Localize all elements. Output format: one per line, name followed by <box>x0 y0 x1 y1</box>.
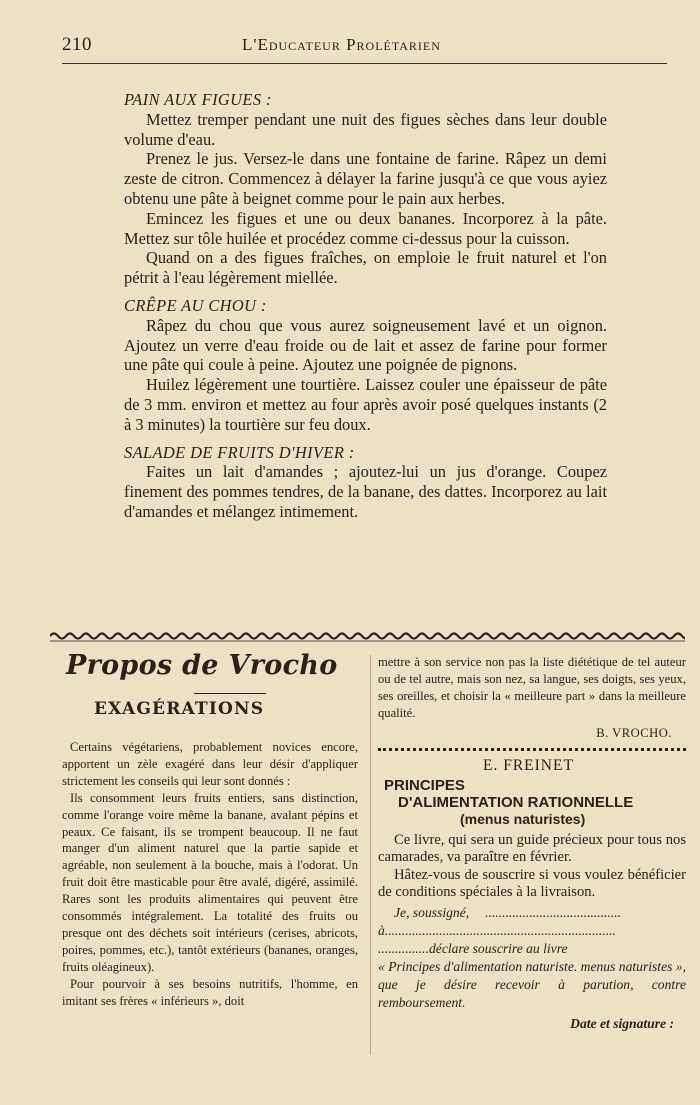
dotted-separator <box>378 748 686 751</box>
form-name-label: Je, soussigné, <box>394 905 470 920</box>
recipe-title: CRÊPE AU CHOU : <box>124 295 267 315</box>
recipe-paragraph: Râpez du chou que vous aurez soigneusement lavé et un oignon. Ajoutez un verre d'eau froide ou de lait et assez de farine pour former une pâte qui coule à peine. Ajoutez une poignée de pignons. <box>124 315 607 375</box>
recipe-paragraph: Huilez légèrement une tourtière. Laissez couler une épaisseur de pâte de 3 mm. environ et mettez au four après avoir posé quelques instants (2 à 3 minutes) la tourtière sur feu doux. <box>124 375 607 434</box>
journal-title: L'Educateur Prolétarien <box>242 35 441 54</box>
place-blank: .................................................................... <box>384 923 616 938</box>
recipe-paragraph: Faites un lait d'amandes ; ajoutez-lui un jus d'orange. Coupez finement des pommes tendres, de la banane, des dattes. Incorporez au lait d'amandes et mélangez intimement. <box>124 462 607 521</box>
book-subtitle: (menus naturistes) <box>460 810 586 827</box>
recipes-section <box>124 90 607 522</box>
date-blank: ............... <box>378 941 429 956</box>
article-title: EXAGÉRATIONS <box>94 699 265 719</box>
recipe-paragraph: Emincez les figues et une ou deux bananes. Incorporez à la pâte. Mettez sur tôle huilée et procédez comme ci-dessus pour la cuisson. <box>124 208 607 248</box>
date-signature-label: Date et signature : <box>570 1016 674 1031</box>
page-number: 210 <box>62 34 92 55</box>
form-place-label: à <box>378 923 385 938</box>
announcement-paragraph: Ce livre, qui sera un guide précieux pour tous nos camarades, va paraître en février. <box>378 831 686 866</box>
running-header <box>62 34 667 60</box>
subscription-form <box>378 904 686 1012</box>
recipe-paragraph: Prenez le jus. Versez-le dans une fontaine de farine. Râpez un demi zeste de citron. Commencez à délayer la farine jusqu'à ce que vous ayiez obtenu une pâte à beignet comme pour le pain aux herbes. <box>124 149 607 208</box>
form-line <box>378 904 686 922</box>
recipe-paragraph: Mettez tremper pendant une nuit des figues sèches dans leur double volume d'eau. <box>124 109 607 149</box>
book-title-line1: PRINCIPES <box>384 776 465 794</box>
form-line: « Principes d'alimentation naturiste. menus naturistes », que je désire recevoir à parution, contre remboursement. <box>378 959 686 1010</box>
article-paragraph: Pour pourvoir à ses besoins nutritifs, l'homme, en imitant ses frères « inférieurs », doit <box>62 976 358 1008</box>
right-column <box>378 654 686 1032</box>
article-signature: B. VROCHO. <box>596 725 672 740</box>
title-rule <box>194 693 266 694</box>
column-divider <box>370 655 371 1055</box>
name-blank: ........................................ <box>485 905 622 920</box>
book-author: E. FREINET <box>483 756 574 774</box>
header-rule <box>62 63 667 64</box>
article-continuation: mettre à son service non pas la liste diététique de tel auteur ou de tel autre, mais son nez, sa langue, ses doigts, ses yeux, ses oreilles, et choisir la « meilleure part » dans la meilleure qualité. <box>378 655 686 720</box>
form-line <box>378 940 686 958</box>
propos-column <box>62 650 358 1010</box>
article-body <box>62 739 358 1010</box>
recipe-title: PAIN AUX FIGUES : <box>124 90 272 109</box>
propos-title: Propos de Vrocho <box>66 650 338 681</box>
article-paragraph: Certains végétariens, probablement novices encore, apportent un zèle exagéré dans leur désir d'appliquer strictement les conseils qui leur sont donnés : <box>62 740 358 788</box>
article-paragraph: Ils consomment leurs fruits entiers, sans distinction, comme l'orange voire même la banane, avalant pépins et peaux. Ce faisant, ils se trompent beaucoup. Il ne faut manger d'un aliment naturel que la partie sapide et agréable, non seulement à la bouche, mais à l'odorat. Un fruit doit être masticable pour être avalé, digéré, assimilé. Rares sont les produits alimentaires qui peuvent être consommés intégralement. La totalité des fruits ou presque ont des déchets soit intérieurs (cerises, abricots, poires, pommes, etc.), tantôt extérieurs (bananes, oranges, fruits oléagineux). <box>62 790 358 974</box>
recipe-title: SALADE DE FRUITS D'HIVER : <box>124 442 355 462</box>
announcement-body <box>378 832 686 902</box>
book-title-line2: D'ALIMENTATION RATIONNELLE <box>398 793 634 811</box>
form-declaration: déclare souscrire au livre <box>428 941 568 956</box>
wavy-separator <box>50 630 685 644</box>
announcement-paragraph: Hâtez-vous de souscrire si vous voulez bénéficier de conditions spéciales à la livraison. <box>378 866 686 901</box>
form-line <box>378 922 686 940</box>
recipe-paragraph: Quand on a des figues fraîches, on emploie le fruit naturel et l'on pétrit à l'eau légèrement miellée. <box>124 248 607 288</box>
